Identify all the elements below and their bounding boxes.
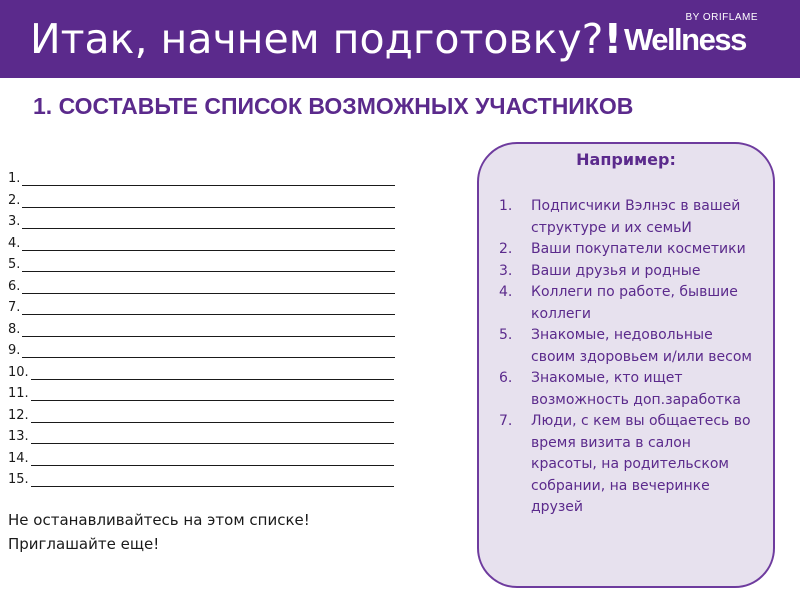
list-item [8,168,408,190]
list-item [8,362,408,384]
example-text: Ваши покупатели косметики [531,241,746,257]
list-item-number: 4. [8,235,21,251]
list-item-number: 5. [8,257,21,272]
footer-line-2: Приглашайте еще! [8,535,160,553]
example-item [499,368,761,411]
header-banner [0,0,800,78]
footer-note [8,508,310,556]
list-item [8,254,408,276]
example-text: Коллеги по работе, бывшие коллеги [531,284,738,322]
list-item [8,383,408,405]
page-title-exclamation: ! [603,15,623,63]
example-item [499,325,761,368]
list-item [8,211,408,233]
fill-in-line[interactable] [22,236,395,251]
example-text: Люди, с кем вы общаетесь во время визита в салон красоты, на родительском собрании, на вечеринке друзей [531,413,751,515]
list-item [8,340,408,362]
list-item-number: 3. [8,214,21,229]
fill-in-line[interactable] [22,193,395,208]
logo-wordmark: Wellness [624,22,746,57]
example-number: 1. [499,198,513,214]
examples-list [499,196,761,519]
example-item [499,239,761,261]
list-item-number: 15. [8,472,29,487]
fill-in-line[interactable] [22,257,395,272]
fill-in-line[interactable] [31,451,394,466]
list-item [8,469,408,491]
fill-in-line[interactable] [22,214,395,229]
list-item-number: 14. [8,450,29,466]
examples-title: Например: [576,150,676,169]
fill-in-line[interactable] [31,386,394,401]
example-text: Ваши друзья и родные [531,262,701,279]
list-item-number: 12. [8,407,29,423]
example-number: 7. [499,413,513,429]
list-item-number: 10. [8,364,29,380]
page-title-text: Итак, начнем подготовку? [30,15,604,63]
fill-in-line[interactable] [22,171,395,186]
example-number: 4. [499,284,513,300]
list-item [8,233,408,255]
example-text: Знакомые, кто ищет возможность доп.заработка [531,370,741,408]
logo-subtitle: BY ORIFLAME [685,12,758,23]
section-title: 1. СОСТАВЬТЕ СПИСОК ВОЗМОЖНЫХ УЧАСТНИКОВ [33,93,634,119]
example-number: 6. [499,370,513,386]
example-item [499,196,761,239]
example-item [499,411,761,519]
list-item [8,448,408,470]
page-title [30,10,622,68]
fill-in-line[interactable] [31,408,394,423]
list-item [8,276,408,298]
list-item-number: 8. [8,321,21,337]
list-item-number: 7. [8,300,21,315]
list-item [8,319,408,341]
list-item [8,405,408,427]
fill-in-line[interactable] [22,279,395,294]
fill-in-line[interactable] [22,300,395,315]
fill-in-line[interactable] [22,322,395,337]
fill-in-line[interactable] [31,365,394,380]
list-item-number: 6. [8,278,21,294]
fill-in-line[interactable] [31,429,394,444]
list-item [8,190,408,212]
example-item [499,282,761,325]
footer-line-1: Не останавливайтесь на этом списке! [8,511,310,529]
fill-in-line[interactable] [31,472,394,487]
example-text: Знакомые, недовольные своим здоровьем и/или весом [531,327,752,365]
list-item [8,426,408,448]
list-item-number: 2. [8,192,21,208]
fill-in-line[interactable] [22,343,395,358]
example-text: Подписчики Вэлнэс в вашей структуре и их семьИ [531,198,741,236]
example-item [499,261,761,283]
list-item-number: 13. [8,429,29,444]
examples-box [477,142,775,588]
participants-list [8,168,408,491]
list-item-number: 11. [8,386,29,401]
example-number: 2. [499,241,513,257]
wellness-logo [622,12,772,62]
list-item-number: 1. [8,171,21,186]
list-item [8,297,408,319]
example-number: 3. [499,262,513,279]
example-number: 5. [499,327,513,343]
list-item-number: 9. [8,343,21,358]
